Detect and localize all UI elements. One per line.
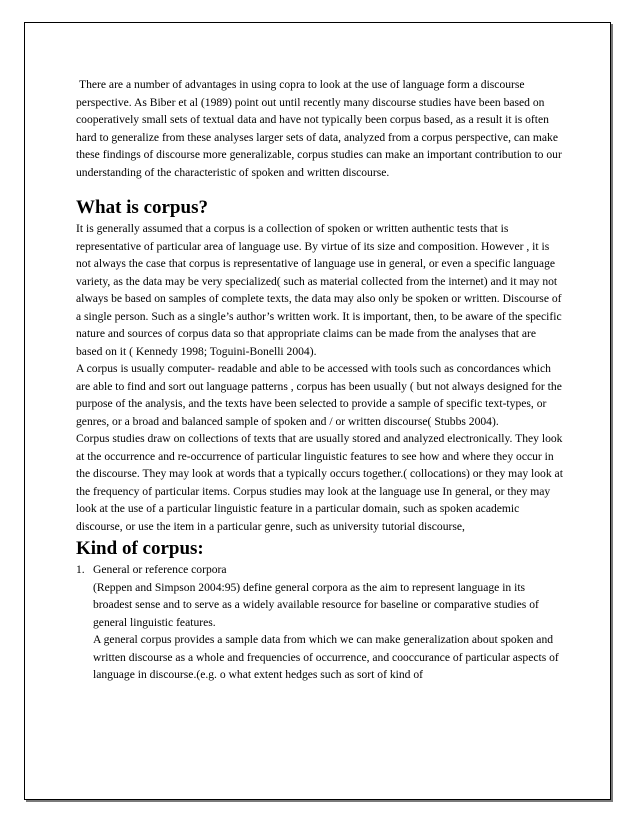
list-item-paragraph: (Reppen and Simpson 2004:95) define general corpora as the aim to represent language in its broadest sense and to serve as a widely available resource for baseline or comparative studies of general linguistic features. [93, 580, 539, 629]
list-item-number: 1. [76, 563, 85, 576]
list-item-body [93, 579, 565, 684]
list-item-paragraph: A general corpus provides a sample data from which we can make generalization about spoken and written discourse as a whole and frequencies of occurrence, and cooccurance of particular aspects of language in discourse.(e.g. o what extent hedges such as sort of kind of [93, 633, 559, 681]
section-heading-what-is-corpus: What is corpus? [76, 197, 208, 218]
document-body [76, 76, 565, 684]
intro-paragraph: There are a number of advantages in using copra to look at the use of language form a discourse perspective. As Biber et al (1989) point out until recently many discourse studies have been based on cooperatively small sets of textual data and have not typically been corpus based, as a result it is often hard to generalize from these analyses larger sets of data, analyzed from a corpus perspective, can make these findings of discourse more generalizable, corpus studies can make an important contribution to our understanding of the characteristic of spoken and written discourse. [76, 78, 562, 179]
list-item [76, 561, 565, 684]
list-item-title: General or reference corpora [93, 563, 227, 576]
section-heading-kind-of-corpus: Kind of corpus: [76, 538, 204, 559]
computer-readable-paragraph: A corpus is usually computer- readable and able to be accessed with tools such as concordances which are able to find and sort out language patterns , corpus has been usually ( but not always designed for the purpose of the analysis, and the texts have been selected to provide a sample of specific text-types, or genres, or a broad and balanced sample of spoken and / or written discourse( Stubbs 2004). [76, 362, 562, 428]
definition-paragraph: It is generally assumed that a corpus is a collection of spoken or written authentic tests that is representative of particular area of language use. By virtue of its size and composition. However , it is not always the case that corpus is representative of language use in general, or even a specific language variety, as the data may be very specialized( such as material collected from the internet) and it may not always be based on samples of complete texts, the data may also only be spoken or written. Discourse of a single person. Such as a single’s author’s written work. It is important, then, to be aware of the specific nature and sources of corpus data so that appropriate claims can be made from the analyses that are based on it ( Kennedy 1998; Toguini-Bonelli 2004). [76, 222, 562, 358]
corpus-studies-paragraph: Corpus studies draw on collections of texts that are usually stored and analyzed electronically. They look at the occurrence and re-occurrence of particular linguistic features to see how and where they occur in the discourse. They may look at words that a typically occurs together.( collocations) or they may look at the frequency of particular items. Corpus studies may look at the language use In general, or they may look at the use of a particular linguistic feature in a particular domain, such as spoken academic discourse, or use the item in a particular genre, such as university tutorial discourse, [76, 432, 563, 533]
corpus-kinds-list [76, 561, 565, 684]
